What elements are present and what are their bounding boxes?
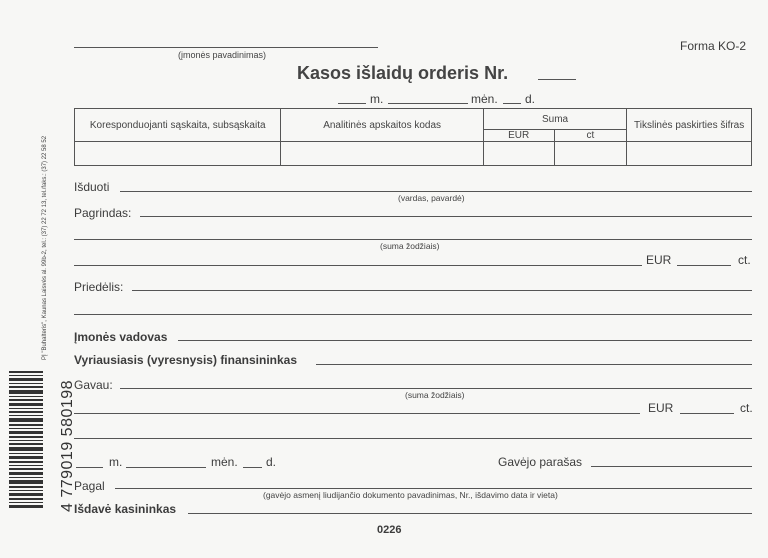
receipt-year-label: m.	[109, 455, 123, 469]
priedelis-line-2[interactable]	[74, 314, 752, 315]
company-name-caption: (įmonės pavadinimas)	[178, 50, 267, 60]
company-name-line[interactable]	[74, 47, 378, 48]
isduoti-line[interactable]	[120, 191, 752, 192]
gavau-eur-label: EUR	[648, 401, 674, 415]
pagrindas-line[interactable]	[140, 216, 752, 217]
pagal-line[interactable]	[115, 488, 752, 489]
cell-eur[interactable]	[483, 142, 554, 166]
serial-number: 0226	[377, 524, 402, 536]
header-eur: EUR	[483, 130, 554, 142]
header-purpose-code: Tikslinės paskirties šifras	[627, 109, 752, 142]
cell-ct[interactable]	[554, 142, 627, 166]
pagal-label: Pagal	[74, 479, 105, 493]
amount-words-line-1[interactable]	[74, 239, 752, 240]
kasininkas-line[interactable]	[188, 513, 752, 514]
ct-label: ct.	[738, 253, 751, 267]
date-year-line[interactable]	[338, 103, 366, 104]
gavau-line-1[interactable]	[120, 388, 752, 389]
gavau-caption: (suma žodžiais)	[405, 390, 465, 400]
receipt-month-label: mėn.	[211, 455, 238, 469]
barcode-number: 4 779019 580198	[59, 379, 76, 512]
gavejo-parasas-label: Gavėjo parašas	[498, 455, 583, 469]
header-ct: ct	[554, 130, 627, 142]
ct-line[interactable]	[677, 265, 731, 266]
cell-purpose-code[interactable]	[627, 142, 752, 166]
header-amount: Suma	[483, 109, 627, 130]
date-day-label: d.	[525, 92, 536, 106]
receipt-year-line[interactable]	[76, 467, 103, 468]
isduoti-label: Išduoti	[74, 180, 110, 194]
vadovas-line[interactable]	[178, 340, 752, 341]
gavau-line-2[interactable]	[74, 413, 640, 414]
priedelis-line-1[interactable]	[132, 290, 752, 291]
receipt-day-line[interactable]	[243, 467, 262, 468]
gavau-line-3[interactable]	[74, 438, 752, 439]
date-day-line[interactable]	[503, 103, 521, 104]
date-year-label: m.	[370, 92, 384, 106]
receipt-month-line[interactable]	[126, 467, 206, 468]
eur-label: EUR	[646, 253, 672, 267]
order-number-line[interactable]	[538, 79, 576, 80]
gavau-label: Gavau:	[74, 378, 113, 392]
header-analytical-code: Analitinės apskaitos kodas	[281, 109, 483, 142]
form-code: Forma KO-2	[680, 39, 747, 53]
publisher-info: PĮ "Buhalteris", Kaunas Laisvės al. 99b-2, tel.: (37) 22 72 13, tel./faks.: (37) 22 58 52	[42, 135, 48, 360]
vadovas-label: Įmonės vadovas	[74, 330, 168, 344]
gavau-ct-line[interactable]	[680, 413, 734, 414]
cell-analytical-code[interactable]	[281, 142, 483, 166]
amount-words-caption: (suma žodžiais)	[380, 241, 440, 251]
priedelis-label: Priedėlis:	[74, 280, 124, 294]
accounting-table	[74, 108, 752, 166]
finansininkas-label: Vyriausiasis (vyresnysis) finansininkas	[74, 353, 298, 367]
cell-corresponding-account[interactable]	[75, 142, 281, 166]
header-corresponding-account: Koresponduojanti sąskaita, subsąskaita	[75, 109, 281, 142]
gavau-ct-label: ct.	[740, 401, 753, 415]
pagal-caption: (gavėjo asmenį liudijančio dokumento pavadinimas, Nr., išdavimo data ir vieta)	[263, 490, 558, 500]
isduoti-caption: (vardas, pavardė)	[398, 193, 465, 203]
barcode-icon	[9, 371, 43, 511]
receipt-day-label: d.	[266, 455, 277, 469]
document-title: Kasos išlaidų orderis Nr.	[297, 63, 509, 83]
date-month-label: mėn.	[471, 92, 498, 106]
kasininkas-label: Išdavė kasininkas	[74, 502, 177, 516]
pagrindas-label: Pagrindas:	[74, 206, 132, 220]
finansininkas-line[interactable]	[316, 364, 752, 365]
amount-words-line-2[interactable]	[74, 265, 642, 266]
gavejo-parasas-line[interactable]	[591, 466, 752, 467]
date-month-line[interactable]	[388, 103, 468, 104]
